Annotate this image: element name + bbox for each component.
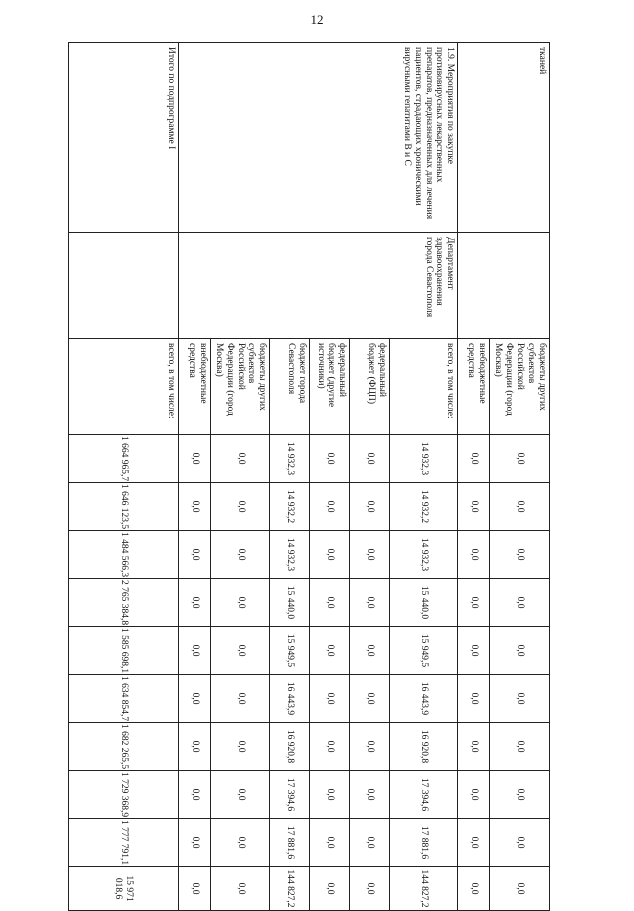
value-cell: 16 920,8 (270, 723, 310, 771)
value-cell: 0,0 (350, 675, 390, 723)
table-row (490, 43, 550, 911)
value-cell: 15 949,5 (390, 627, 458, 675)
value-cell: 0,0 (210, 531, 270, 579)
value-cell: 14 932,3 (390, 531, 458, 579)
value-cell: 0,0 (350, 771, 390, 819)
value-cell: 17 881,6 (270, 819, 310, 867)
total-cell: 0,0 (490, 867, 550, 911)
value-cell: 0,0 (490, 771, 550, 819)
funding-source-cell: федеральный бюджет (другие источники) (310, 339, 350, 435)
value-cell: 0,0 (350, 531, 390, 579)
value-cell: 0,0 (310, 531, 350, 579)
value-cell: 15 440,0 (270, 579, 310, 627)
value-cell: 0,0 (310, 627, 350, 675)
value-cell: 0,0 (350, 723, 390, 771)
total-cell: 0,0 (210, 867, 270, 911)
value-cell: 0,0 (210, 579, 270, 627)
funding-source-cell: бюджет города Севастополя (270, 339, 310, 435)
value-cell: 0,0 (458, 627, 490, 675)
funding-source-cell: всего, в том числе: (390, 339, 458, 435)
value-cell: 0,0 (490, 675, 550, 723)
funding-source-cell: внебюджетные средства (458, 339, 490, 435)
funding-source-cell: бюджеты других субъектов Российской Федерации (город Москва) (490, 339, 550, 435)
value-cell: 14 932,2 (270, 483, 310, 531)
value-cell: 1 634 854,7 (68, 675, 178, 723)
total-cell: 144 827,2 (390, 867, 458, 911)
value-cell: 1 484 566,3 (68, 531, 178, 579)
total-cell: 0,0 (458, 867, 490, 911)
value-cell: 16 920,8 (390, 723, 458, 771)
value-cell: 0,0 (350, 579, 390, 627)
table-body (68, 43, 549, 911)
measure-name-cell: Итого по подпрограмме I (68, 43, 178, 233)
value-cell: 0,0 (458, 771, 490, 819)
value-cell: 17 881,6 (390, 819, 458, 867)
measure-name-cell: тканей (458, 43, 550, 233)
executor-cell (68, 233, 178, 339)
value-cell: 0,0 (210, 435, 270, 483)
total-cell: 15 971 018,6 (68, 867, 178, 911)
value-cell: 0,0 (210, 483, 270, 531)
value-cell: 0,0 (490, 723, 550, 771)
value-cell: 1 682 265,5 (68, 723, 178, 771)
value-cell: 0,0 (210, 723, 270, 771)
value-cell: 16 443,9 (270, 675, 310, 723)
value-cell: 14 932,3 (390, 435, 458, 483)
value-cell: 0,0 (490, 819, 550, 867)
value-cell: 0,0 (210, 627, 270, 675)
value-cell: 0,0 (458, 531, 490, 579)
value-cell: 0,0 (310, 435, 350, 483)
value-cell: 0,0 (458, 579, 490, 627)
value-cell: 0,0 (458, 483, 490, 531)
value-cell: 0,0 (490, 531, 550, 579)
value-cell: 16 443,9 (390, 675, 458, 723)
value-cell: 0,0 (350, 435, 390, 483)
value-cell: 0,0 (310, 771, 350, 819)
value-cell: 1 664 965,7 (68, 435, 178, 483)
value-cell: 1 777 791,1 (68, 819, 178, 867)
value-cell: 0,0 (350, 819, 390, 867)
value-cell: 15 949,5 (270, 627, 310, 675)
value-cell: 0,0 (178, 771, 210, 819)
budget-table (80, 42, 550, 908)
table-row (390, 43, 458, 911)
value-cell: 0,0 (350, 627, 390, 675)
value-cell: 0,0 (210, 771, 270, 819)
value-cell: 17 394,6 (270, 771, 310, 819)
value-cell: 0,0 (310, 579, 350, 627)
total-cell: 144 827,2 (270, 867, 310, 911)
value-cell: 0,0 (178, 819, 210, 867)
total-cell: 0,0 (350, 867, 390, 911)
total-cell: 0,0 (178, 867, 210, 911)
value-cell: 0,0 (178, 675, 210, 723)
value-cell: 14 932,3 (270, 531, 310, 579)
executor-cell (458, 233, 550, 339)
value-cell: 0,0 (178, 435, 210, 483)
value-cell: 14 932,2 (390, 483, 458, 531)
value-cell: 0,0 (178, 483, 210, 531)
total-cell: 0,0 (310, 867, 350, 911)
value-cell: 2 765 384,8 (68, 579, 178, 627)
value-cell: 0,0 (458, 675, 490, 723)
value-cell: 0,0 (458, 819, 490, 867)
value-cell: 0,0 (178, 579, 210, 627)
value-cell: 15 440,0 (390, 579, 458, 627)
value-cell: 0,0 (458, 435, 490, 483)
funding-source-cell: всего, в том числе: (68, 339, 178, 435)
value-cell: 0,0 (490, 627, 550, 675)
value-cell: 0,0 (178, 723, 210, 771)
funding-source-cell: внебюджетные средства (178, 339, 210, 435)
funding-source-cell: бюджеты других субъектов Российской Федерации (город Москва) (210, 339, 270, 435)
table-row (68, 43, 178, 911)
value-cell: 0,0 (210, 819, 270, 867)
value-cell: 14 932,3 (270, 435, 310, 483)
value-cell: 0,0 (310, 819, 350, 867)
value-cell: 0,0 (490, 579, 550, 627)
value-cell: 0,0 (178, 531, 210, 579)
value-cell: 0,0 (310, 483, 350, 531)
rotated-table-container (80, 42, 550, 908)
value-cell: 17 394,6 (390, 771, 458, 819)
value-cell: 1 729 368,9 (68, 771, 178, 819)
value-cell: 0,0 (310, 723, 350, 771)
value-cell: 0,0 (178, 627, 210, 675)
executor-cell: Департамент здравоохранения города Севастополя (178, 233, 458, 339)
value-cell: 0,0 (490, 435, 550, 483)
value-cell: 0,0 (210, 675, 270, 723)
value-cell: 0,0 (350, 483, 390, 531)
value-cell: 1 585 698,1 (68, 627, 178, 675)
value-cell: 0,0 (310, 675, 350, 723)
measure-name-cell: 1.9. Мероприятия по закупке противовирусных лекарственных препаратов, предназначенных для лечения пациентов, страдающих хроническими вирусными гепатитами В и С (178, 43, 458, 233)
value-cell: 0,0 (458, 723, 490, 771)
value-cell: 0,0 (490, 483, 550, 531)
funding-source-cell: федеральный бюджет (ФЦП) (350, 339, 390, 435)
value-cell: 1 646 123,5 (68, 483, 178, 531)
page-number: 12 (310, 12, 324, 27)
